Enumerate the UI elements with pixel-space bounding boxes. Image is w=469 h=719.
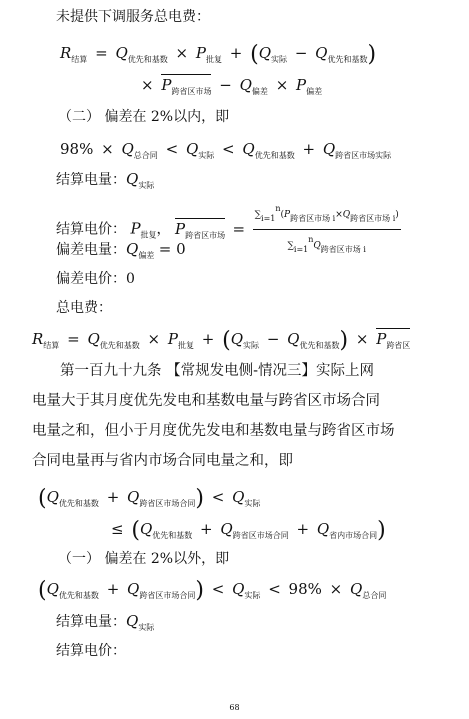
settle-price-line: 结算电价： $P_{批复}$， $P_{跨省区市场}$ = $\frac{\text{∑i=1n(P跨省区市场 i×Q跨省区市场 i)}}{\text{∑i=1nQ跨省区市场 i}}$ bbox=[56, 200, 401, 259]
settle-qty-line-2: 结算电量：$Q_{实际}$ bbox=[56, 612, 155, 632]
condition-3-line1: $(Q_{优先和基数} + Q_{跨省区市场合同}) < Q_{实际}$ bbox=[38, 486, 261, 511]
settle-qty-line: 结算电量：$Q_{实际}$ bbox=[56, 170, 155, 190]
total-fee-label: 总电费： bbox=[56, 300, 112, 316]
article-line-3: 电量之和，但小于月度优先发电和基数电量与跨省区市场 bbox=[32, 423, 395, 439]
article-line-2: 电量大于其月度优先发电和基数电量与跨省区市场合同 bbox=[32, 393, 380, 409]
condition-3-line2: ≤ $(Q_{优先和基数} + Q_{跨省区市场合同} + Q_{省内市场合同})$ bbox=[111, 518, 386, 543]
dev-price-line: 偏差电价：0 bbox=[56, 271, 135, 287]
condition-2-formula: $98\% \times Q_{总合同} < Q_{实际} < Q_{优先和基数} + Q_{跨省区市场实际}$ bbox=[60, 140, 392, 160]
dev-qty-line: 偏差电量：$Q_{偏差} = 0$ bbox=[56, 240, 186, 260]
formula-r-line2: × $P_{跨省区市场} - Q_{偏差} \times P_{偏差}$ bbox=[141, 76, 323, 96]
article-line-1: 第一百九十九条 【常规发电侧-情况三】实际上网 bbox=[60, 363, 375, 379]
section-1-title: （一） 偏差在 2%以外，即 bbox=[58, 551, 230, 567]
header-line: 未提供下调服务总电费： bbox=[56, 9, 210, 25]
condition-1-formula: $(Q_{优先和基数} + Q_{跨省区市场合同}) < Q_{实际} < 98\% \times Q_{总合同}$ bbox=[38, 578, 387, 603]
article-line-4: 合同电量再与省内市场合同电量之和，即 bbox=[32, 453, 293, 469]
page-number: 68 bbox=[229, 703, 240, 712]
settle-price-label-2: 结算电价： bbox=[56, 643, 126, 659]
section-2-title: （二） 偏差在 2%以内，即 bbox=[58, 109, 230, 125]
formula-r2: $R_{结算} = Q_{优先和基数} \times P_{批复} + (Q_{实际} - Q_{优先和基数}) \times P_{跨省区}$ bbox=[32, 328, 411, 353]
formula-r-line1: $R_{结算} = Q_{优先和基数} \times P_{批复} + (Q_{实际} - Q_{优先和基数})$ bbox=[60, 42, 377, 67]
settle-price-fraction: $\frac{\text{∑i=1n(P跨省区市场 i×Q跨省区市场 i)}}{\text{∑i=1nQ跨省区市场 i}}$ bbox=[253, 200, 401, 259]
